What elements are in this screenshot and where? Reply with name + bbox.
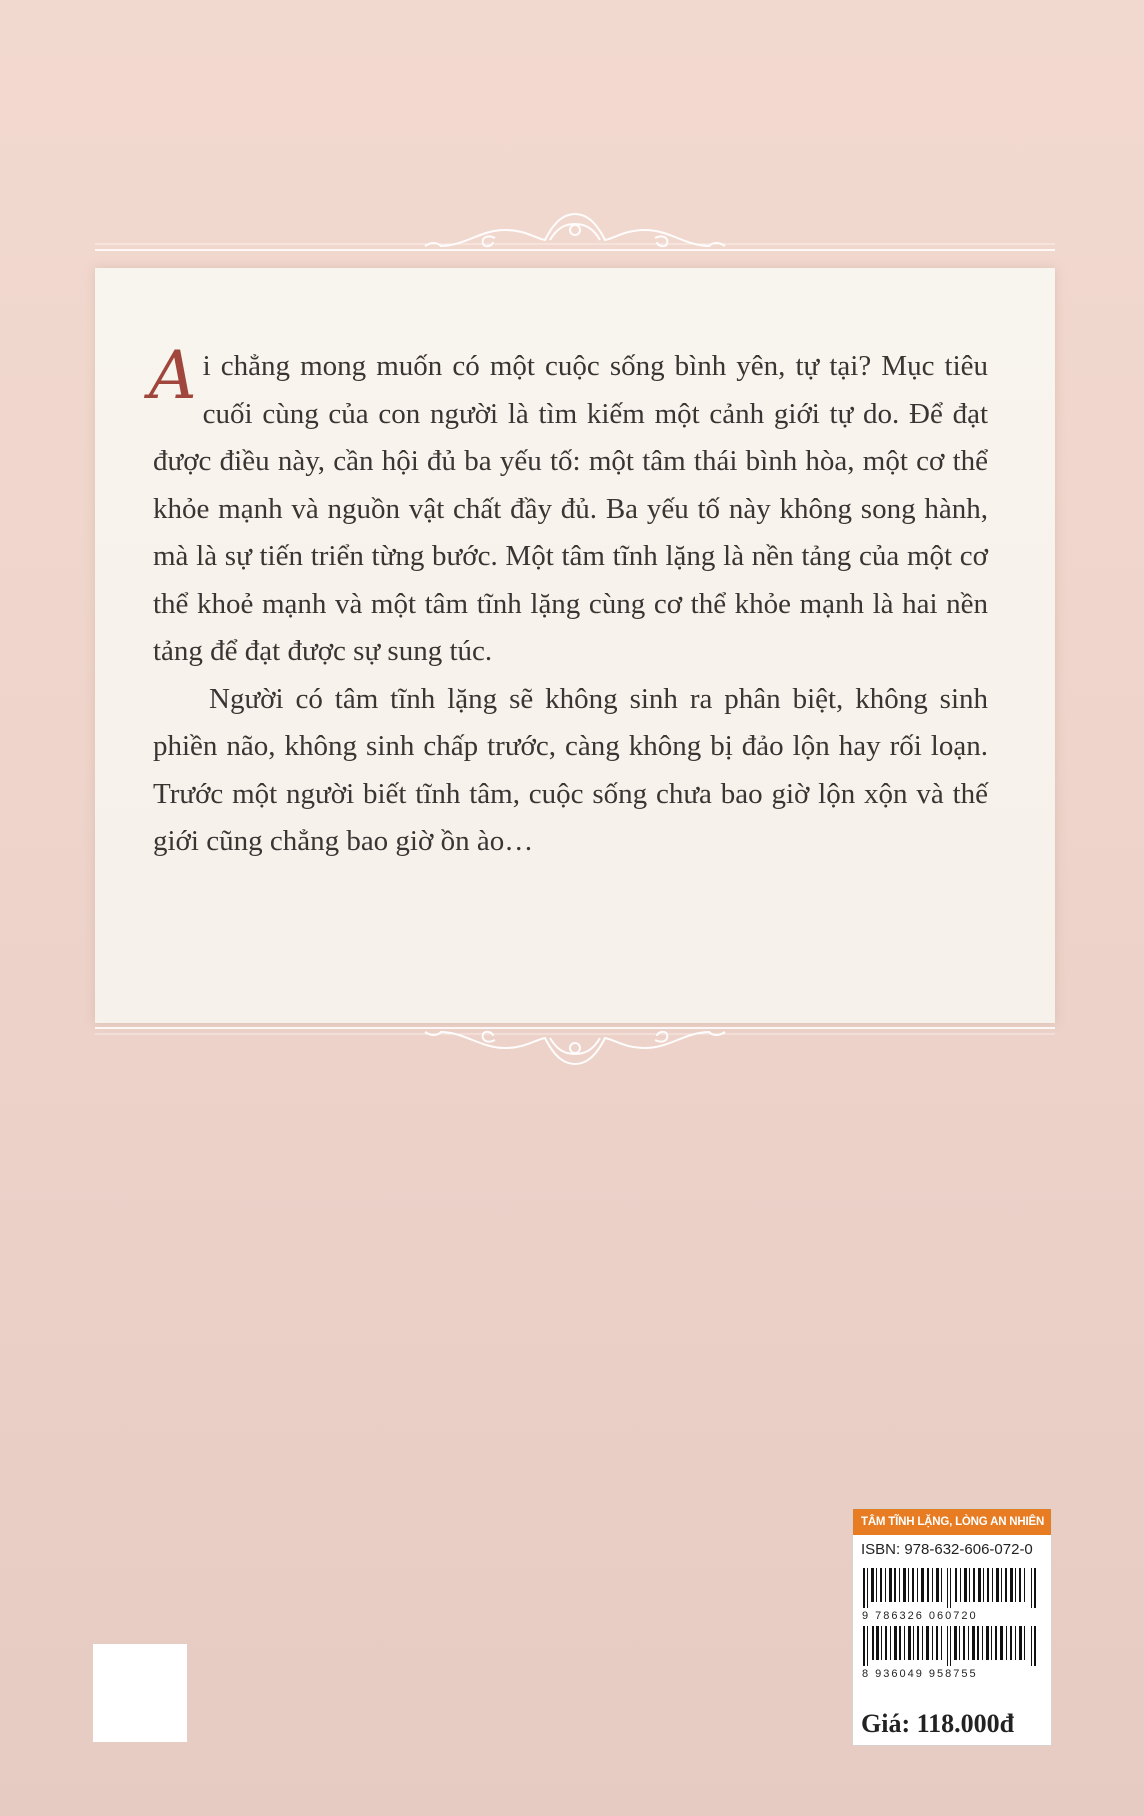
blurb-text: [149, 337, 988, 866]
drop-cap: A: [149, 337, 197, 414]
white-corner-box: [93, 1644, 187, 1742]
blurb-paragraph-1: [149, 337, 988, 676]
blurb-paragraph-2: Người có tâm tĩnh lặng sẽ không sinh ra phân biệt, không sinh phiền não, không sinh chấp trước, càng không bị đảo lộn hay rối loạn. Trước một người biết tĩnh tâm, cuộc sống chưa bao giờ lộn xộn và thế giới cũng chẳng bao giờ ồn ào…: [153, 682, 988, 857]
barcode-isbn: [861, 1568, 1041, 1622]
barcode-product: [861, 1626, 1041, 1680]
barcode-product-digits: 8 936049 958755: [862, 1668, 978, 1680]
isbn-label: ISBN: 978-632-606-072-0: [861, 1541, 1033, 1558]
barcode-isbn-digits: 9 786326 060720: [862, 1610, 978, 1622]
ornament-bottom-icon: [95, 1018, 1055, 1078]
price-label: Giá: 118.000đ: [861, 1709, 1015, 1738]
ornament-top-icon: [95, 200, 1055, 260]
barcode-icon: [861, 1568, 1041, 1608]
barcode-sticker: [852, 1508, 1052, 1746]
barcode-icon: [861, 1626, 1041, 1666]
sticker-book-title: TÂM TĨNH LẶNG, LÒNG AN NHIÊN: [853, 1509, 1051, 1535]
text-panel: [95, 268, 1055, 1023]
blurb-paragraph-1-text: i chẳng mong muốn có một cuộc sống bình yên, tự tại? Mục tiêu cuối cùng của con người là tìm kiếm một cảnh giới tự do. Để đạt được điều này, cần hội đủ ba yếu tố: một tâm thái bình hòa, một cơ thể khỏe mạnh và nguồn vật chất đầy đủ. Ba yếu tố này không song hành, mà là sự tiến triển từng bước. Một tâm tĩnh lặng là nền tảng của một cơ thể khoẻ mạnh và một tâm tĩnh lặng cùng cơ thể khỏe mạnh là hai nền tảng để đạt được sự sung túc.: [153, 350, 988, 667]
